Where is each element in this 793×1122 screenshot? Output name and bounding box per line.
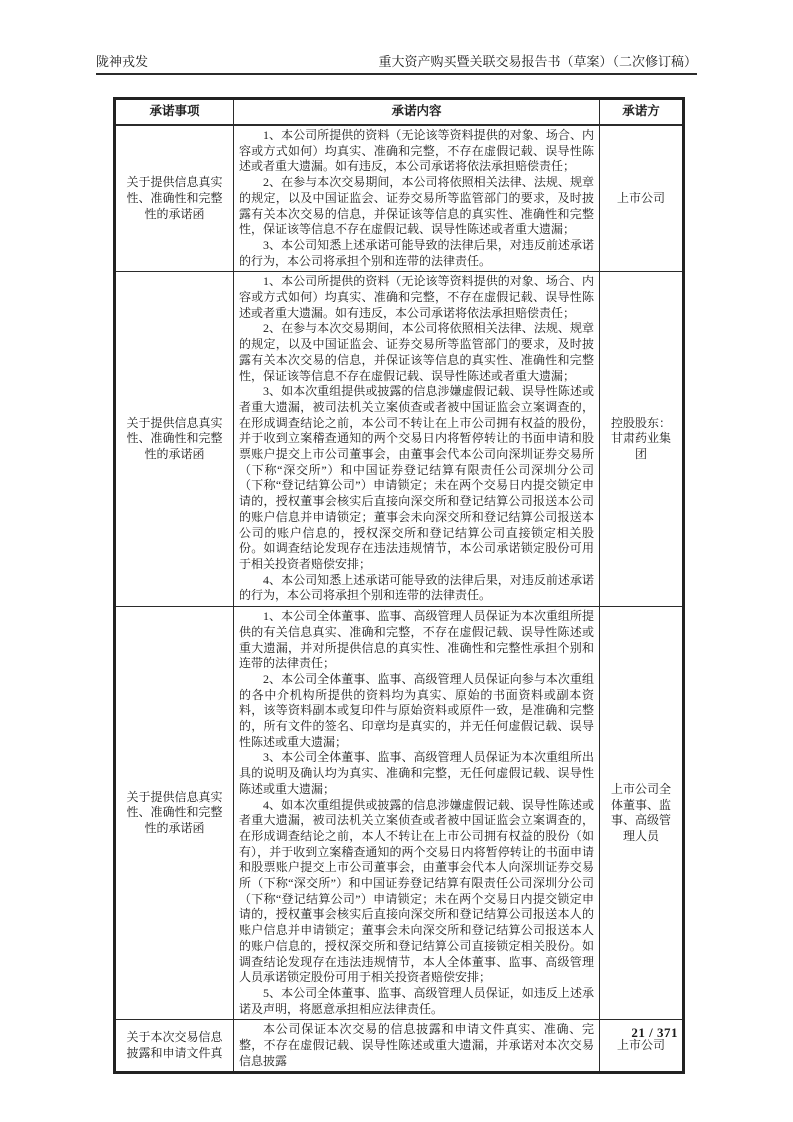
table-header-row xyxy=(115,99,684,126)
content-paragraph: 1、本公司全体董事、监事、高级管理人员保证为本次重组所提供的有关信息真实、准确和完整，不存在虚假记载、误导性陈述或重大遗漏，并对所提供信息的真实性、准确性和完整性承担个别和连带的法律责任； xyxy=(239,609,594,671)
content-paragraph: 3、本公司全体董事、监事、高级管理人员保证为本次重组所出具的说明及确认均为真实、准确和完整，无任何虚假记载、误导性陈述或重大遗漏； xyxy=(239,750,594,796)
table-row xyxy=(115,1020,684,1073)
commitment-content-cell xyxy=(234,272,600,607)
header-report-title: 重大资产购买暨关联交易报告书（草案）（二次修订稿） xyxy=(378,54,697,69)
table-row xyxy=(115,125,684,272)
commitment-content-cell xyxy=(234,1020,600,1073)
column-header-commitment-item: 承诺事项 xyxy=(115,99,234,126)
content-paragraph: 4、本公司知悉上述承诺可能导致的法律后果，对违反前述承诺的行为，本公司将承担个别和连带的法律责任。 xyxy=(239,572,594,603)
content-paragraph: 4、如本次重组提供或披露的信息涉嫌虚假记载、误导性陈述或者重大遗漏，被司法机关立案侦查或者被中国证监会立案调查的，在形成调查结论之前，本人不转让在上市公司拥有权益的股份（如有），并于收到立案稽查通知的两个交易日内将暂停转让的书面申请和股票账户提交上市公司董事会，由董事会代本人向深圳证券交易所（下称“深交所”）和中国证券登记结算有限责任公司深圳分公司（下称“登记结算公司”）申请锁定；未在两个交易日内提交锁定申请的，授权董事会核实后直接向深交所和登记结算公司报送本人的账户信息并申请锁定；董事会未向深交所和登记结算公司报送本人的账户信息的，授权深交所和登记结算公司直接锁定相关股份。如调查结论发现存在违法违规情节，本人全体董事、监事、高级管理人员承诺锁定股份可用于相关投资者赔偿安排； xyxy=(239,797,594,985)
column-header-commitment-party: 承诺方 xyxy=(600,99,684,126)
page-number: 21 / 371 xyxy=(631,1025,678,1040)
content-paragraph: 2、在参与本次交易期间，本公司将依照相关法律、法规、规章的规定，以及中国证监会、证券交易所等监管部门的要求，及时披露有关本次交易的信息，并保证该等信息的真实性、准确性和完整性，保证该等信息不存在虚假记载、误导性陈述或者重大遗漏； xyxy=(239,321,594,383)
running-header xyxy=(96,53,697,75)
commitment-content-cell xyxy=(234,607,600,1020)
commitment-item-cell: 关于提供信息真实性、准确性和完整性的承诺函 xyxy=(115,607,234,1020)
commitments-table xyxy=(113,97,685,1074)
content-paragraph: 1、本公司所提供的资料（无论该等资料提供的对象、场合、内容或方式如何）均真实、准确和完整，不存在虚假记载、误导性陈述或者重大遗漏。如有违反，本公司承诺将依法承担赔偿责任； xyxy=(239,128,594,174)
header-company-name: 陇神戎发 xyxy=(96,54,149,69)
commitment-content-cell xyxy=(234,125,600,272)
table-row xyxy=(115,272,684,607)
content-paragraph: 3、如本次重组提供或披露的信息涉嫌虚假记载、误导性陈述或者重大遗漏，被司法机关立案侦查或者被中国证监会立案调查的，在形成调查结论之前，本公司不转让在上市公司拥有权益的股份，并于收到立案稽查通知的两个交易日内将暂停转让的书面申请和股票账户提交上市公司董事会，由董事会代本公司向深圳证券交易所（下称“深交所”）和中国证券登记结算有限责任公司深圳分公司（下称“登记结算公司”）申请锁定；未在两个交易日内提交锁定申请的，授权董事会核实后直接向深交所和登记结算公司报送本公司的账户信息并申请锁定；董事会未向深交所和登记结算公司报送本公司的账户信息的，授权深交所和登记结算公司直接锁定相关股份。如调查结论发现存在违法违规情节，本公司承诺锁定股份可用于相关投资者赔偿安排； xyxy=(239,384,594,571)
content-paragraph: 本公司保证本次交易的信息披露和申请文件真实、准确、完整，不存在虚假记载、误导性陈述或重大遗漏，并承诺对本次交易信息披露 xyxy=(239,1022,594,1068)
content-paragraph: 3、本公司知悉上述承诺可能导致的法律后果，对违反前述承诺的行为，本公司将承担个别和连带的法律责任。 xyxy=(239,237,594,268)
commitment-item-cell: 关于本次交易信息披露和申请文件真 xyxy=(115,1020,234,1073)
content-paragraph: 1、本公司所提供的资料（无论该等资料提供的对象、场合、内容或方式如何）均真实、准确和完整，不存在虚假记载、误导性陈述或者重大遗漏。如有违反，本公司承诺将依法承担赔偿责任； xyxy=(239,274,594,320)
commitment-party-cell: 上市公司 xyxy=(600,125,684,272)
content-paragraph: 2、本公司全体董事、监事、高级管理人员保证向参与本次重组的各中介机构所提供的资料均为真实、原始的书面资料或副本资料，该等资料副本或复印件与原始资料或原件一致，是准确和完整的，所有文件的签名、印章均是真实的，并无任何虚假记载、误导性陈述或重大遗漏； xyxy=(239,671,594,749)
content-paragraph: 5、本公司全体董事、监事、高级管理人员保证，如违反上述承诺及声明，将愿意承担相应法律责任。 xyxy=(239,985,594,1016)
commitment-party-cell: 控股股东：甘肃药业集团 xyxy=(600,272,684,607)
commitment-party-cell: 上市公司 xyxy=(600,1020,684,1073)
commitment-item-cell: 关于提供信息真实性、准确性和完整性的承诺函 xyxy=(115,272,234,607)
commitment-party-cell: 上市公司全体董事、监事、高级管理人员 xyxy=(600,607,684,1020)
table-row xyxy=(115,607,684,1020)
column-header-commitment-content: 承诺内容 xyxy=(234,99,600,126)
content-paragraph: 2、在参与本次交易期间，本公司将依照相关法律、法规、规章的规定，以及中国证监会、证券交易所等监管部门的要求，及时披露有关本次交易的信息，并保证该等信息的真实性、准确性和完整性，保证该等信息不存在虚假记载、误导性陈述或者重大遗漏； xyxy=(239,175,594,237)
commitment-item-cell: 关于提供信息真实性、准确性和完整性的承诺函 xyxy=(115,125,234,272)
